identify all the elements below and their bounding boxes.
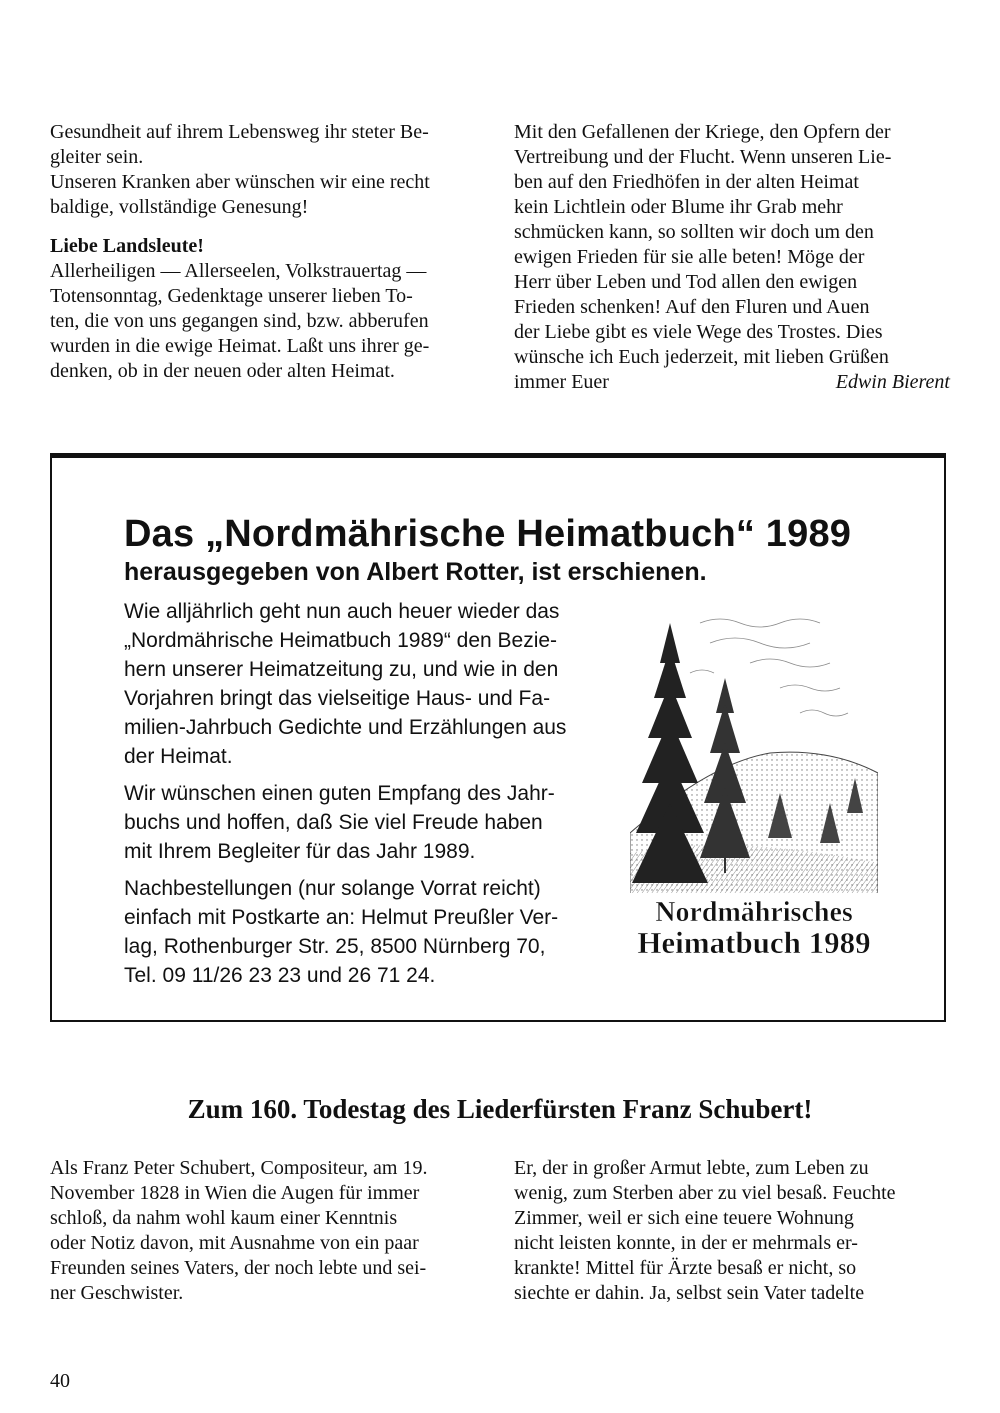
paragraph-schubert-death: [50, 1156, 486, 1306]
text-line: Totensonntag, Gedenktage unserer lieben To-: [50, 285, 413, 307]
text-line: nicht leisten konnte, in der er mehrmals er-: [514, 1232, 858, 1254]
column-bottom-right: [514, 1156, 950, 1306]
text-line: ewigen Frieden für sie alle beten! Möge der: [514, 246, 865, 268]
signature-row: [514, 370, 950, 395]
text-line: Mit den Gefallenen der Kriege, den Opfern der: [514, 121, 891, 143]
book-cover-image: [630, 603, 878, 963]
heading-liebe-landsleute: Liebe Landsleute!: [50, 235, 204, 257]
text-line: oder Notiz davon, mit Ausnahme von ein paar: [50, 1232, 419, 1254]
text-line: Allerheiligen — Allerseelen, Volkstrauertag —: [50, 260, 427, 282]
text-line: baldige, vollständige Genesung!: [50, 196, 309, 218]
text-line: Er, der in großer Armut lebte, zum Leben zu: [514, 1157, 869, 1179]
closing-text: immer Euer: [514, 371, 609, 393]
text-line: ner Geschwister.: [50, 1282, 184, 1304]
text-line: Wir wünschen einen guten Empfang des Jahr-: [124, 782, 555, 805]
ad-subtitle: herausgegeben von Albert Rotter, ist erschienen.: [124, 558, 707, 586]
cover-title-line1: Nordmährisches: [655, 897, 853, 928]
text-line: Zimmer, weil er sich eine teuere Wohnung: [514, 1207, 854, 1229]
signature-name: Edwin Bierent: [835, 371, 950, 393]
text-line: hern unserer Heimatzeitung zu, und wie in den: [124, 658, 559, 681]
text-line: einfach mit Postkarte an: Helmut Preußler Ver-: [124, 906, 559, 929]
cover-title-line2: Heimatbuch 1989: [637, 925, 871, 960]
text-line: Vertreibung und der Flucht. Wenn unseren Lie-: [514, 146, 892, 168]
text-line: Freunden seines Vaters, der noch lebte und sei-: [50, 1257, 427, 1279]
ad-title: Das „Nordmährische Heimatbuch“ 1989: [124, 513, 852, 555]
text-line: milien-Jahrbuch Gedichte und Erzählungen aus: [124, 716, 567, 739]
text-line: wurden in die ewige Heimat. Laßt uns ihrer ge-: [50, 335, 430, 357]
text-line: schmücken kann, so sollten wir doch um den: [514, 221, 874, 243]
text-line: Herr über Leben und Tod allen den ewigen: [514, 271, 858, 293]
text-line: gleiter sein.: [50, 146, 144, 168]
text-line: ten, die von uns gegangen sind, bzw. abberufen: [50, 310, 429, 332]
text-line: buchs und hoffen, daß Sie viel Freude haben: [124, 811, 543, 834]
ad-paragraph-orders: [124, 874, 624, 990]
text-line: krankte! Mittel für Ärzte besaß er nicht, so: [514, 1257, 857, 1279]
text-line: Nachbestellungen (nur solange Vorrat reicht): [124, 877, 541, 900]
text-line: kein Lichtlein oder Blume ihr Grab mehr: [514, 196, 843, 218]
text-line: lag, Rothenburger Str. 25, 8500 Nürnberg 70,: [124, 935, 546, 958]
section-heading: Zum 160. Todestag des Liederfürsten Franz Schubert!: [187, 1094, 813, 1124]
text-line: Frieden schenken! Auf den Fluren und Auen: [514, 296, 870, 318]
advertisement-box: [50, 453, 946, 1022]
paragraph-schubert-poverty: [514, 1156, 950, 1306]
text-line: „Nordmährische Heimatbuch 1989“ den Bezie-: [124, 629, 558, 652]
text-line: der Heimat.: [124, 745, 233, 768]
paragraph-memorial: [50, 259, 486, 384]
text-line: Wie alljährlich geht nun auch heuer wieder das: [124, 600, 560, 623]
text-line: Vorjahren bringt das vielseitige Haus- und Fa-: [124, 687, 551, 710]
text-line: Unseren Kranken aber wünschen wir eine recht: [50, 171, 430, 193]
column-top-left: [50, 120, 486, 384]
text-line: wenig, zum Sterben aber zu viel besaß. Feuchte: [514, 1182, 896, 1204]
paragraph-recovery: [50, 170, 486, 220]
ad-paragraph-wishes: [124, 779, 624, 866]
sky-swirls: [690, 619, 848, 716]
column-top-right: [514, 120, 950, 395]
paragraph-fallen: [514, 120, 950, 370]
paragraph-health: [50, 120, 486, 170]
text-line: wünsche ich Euch jederzeit, mit lieben Grüßen: [514, 346, 889, 368]
text-line: Als Franz Peter Schubert, Compositeur, am 19.: [50, 1157, 428, 1179]
text-line: Gesundheit auf ihrem Lebensweg ihr steter Be-: [50, 121, 429, 143]
text-line: schloß, da nahm wohl kaum einer Kenntnis: [50, 1207, 398, 1229]
ad-paragraph-intro: [124, 597, 624, 771]
text-line: November 1828 in Wien die Augen für immer: [50, 1182, 420, 1204]
text-line: Tel. 09 11/26 23 23 und 26 71 24.: [124, 964, 436, 987]
text-line: denken, ob in der neuen oder alten Heimat.: [50, 360, 395, 382]
ad-body: [124, 597, 624, 998]
text-line: siechte er dahin. Ja, selbst sein Vater tadelte: [514, 1282, 865, 1304]
page-number: 40: [50, 1370, 70, 1392]
column-bottom-left: [50, 1156, 486, 1306]
text-line: mit Ihrem Begleiter für das Jahr 1989.: [124, 840, 476, 863]
text-line: ben auf den Friedhöfen in der alten Heimat: [514, 171, 859, 193]
text-line: der Liebe gibt es viele Wege des Trostes. Dies: [514, 321, 883, 343]
